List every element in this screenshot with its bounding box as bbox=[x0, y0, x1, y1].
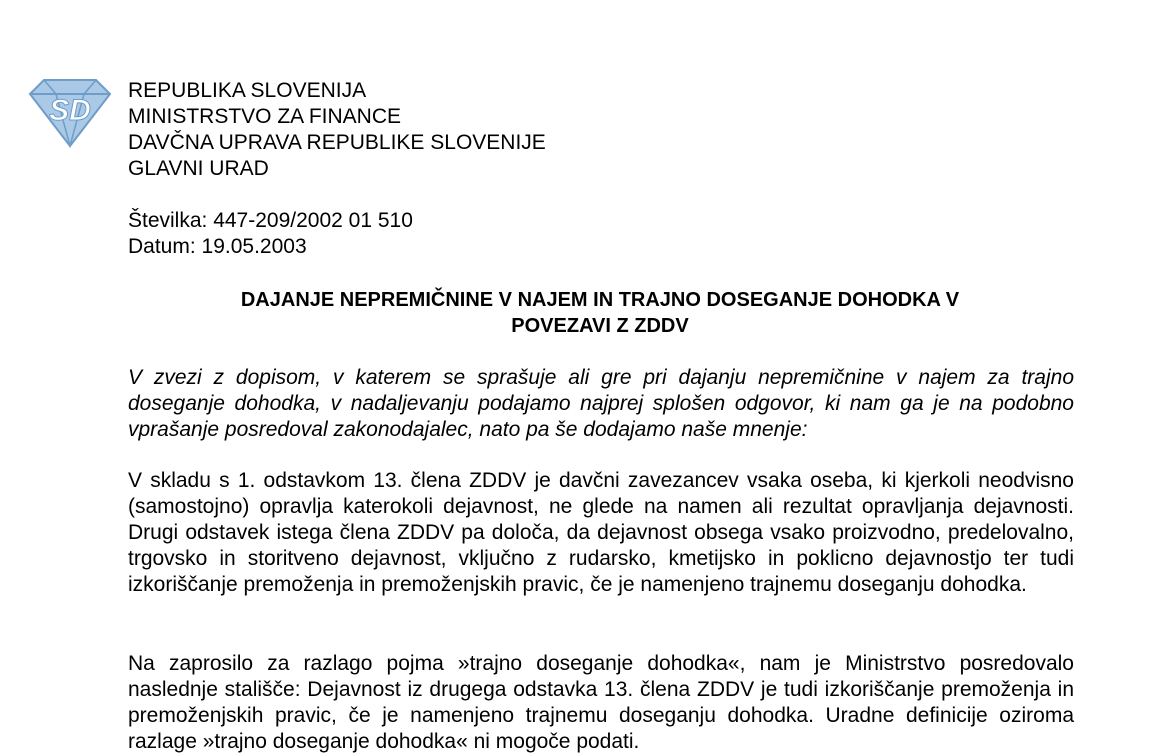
header-line-main-office: GLAVNI URAD bbox=[128, 157, 269, 180]
header-line-ministry: MINISTRSTVO ZA FINANCE bbox=[128, 105, 402, 128]
header-line-tax-administration: DAVČNA UPRAVA REPUBLIKE SLOVENIJE bbox=[128, 131, 546, 154]
sd-logo-icon bbox=[28, 76, 112, 148]
body-paragraph-2: Na zaprosilo za razlago pojma »trajno doseganje dohodka«, nam je Ministrstvo posredovalo naslednje stališče: Dejavnost iz drugega odstavka 13. člena ZDDV je tudi izkoriščanje premoženja in premoženjskih pravic, če je namenjeno trajnemu doseganju dohodka. Uradne definicije oziroma razlage »trajno doseganje dohodka« ni mogoče podati. bbox=[128, 652, 1074, 753]
title-line-2: POVEZAVI Z ZDDV bbox=[511, 315, 689, 337]
institution-header bbox=[128, 78, 546, 182]
logo-letters: SD bbox=[49, 94, 91, 127]
document-title bbox=[128, 287, 1072, 339]
document-meta bbox=[128, 208, 413, 260]
header-line-republic: REPUBLIKA SLOVENIJA bbox=[128, 79, 367, 102]
document-date: Datum: 19.05.2003 bbox=[128, 235, 307, 258]
intro-paragraph: V zvezi z dopisom, v katerem se sprašuje ali gre pri dajanju nepremičnine v najem za trajno doseganje dohodka, v nadaljevanju podajamo najprej splošen odgovor, ki nam ga je na podobno vprašanje posredoval zakonodajalec, nato pa še dodajamo naše mnenje: bbox=[128, 366, 1074, 441]
document-number: Številka: 447-209/2002 01 510 bbox=[128, 209, 413, 232]
title-line-1: DAJANJE NEPREMIČNINE V NAJEM IN TRAJNO DOSEGANJE DOHODKA V bbox=[240, 289, 960, 311]
body-paragraph-1: V skladu s 1. odstavkom 13. člena ZDDV je davčni zavezancev vsaka oseba, ki kjerkoli neodvisno (samostojno) opravlja katerokoli dejavnost, ne glede na namen ali rezultat opravljanja dejavnosti. Drugi odstavek istega člena ZDDV pa določa, da dejavnost obsega vsako proizvodno, predelovalno, trgovsko in storitveno dejavnost, vključno z rudarsko, kmetijsko in poklicno dejavnostjo ter tudi izkoriščanje premoženja in premoženjskih pravic, če je namenjeno trajnemu doseganju dohodka. bbox=[128, 469, 1074, 596]
